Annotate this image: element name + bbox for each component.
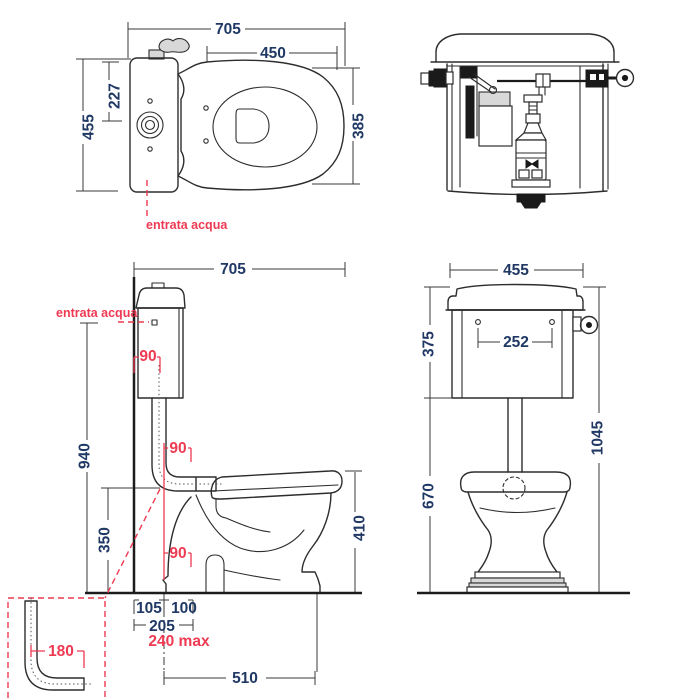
dim-plan-seat-width: 450 [260,45,286,62]
dim-side-outlet-pipe: 100 [171,600,197,617]
dim-front-cistern-width: 455 [503,262,529,279]
dim-front-bowl-height: 670 [420,483,438,509]
flush-lever-handle [159,39,189,53]
pedestal-band [471,578,564,583]
side-lever-assembly [586,70,634,88]
flush-pipe-side [152,365,222,491]
inlet-nut [421,73,429,84]
water-inlet-hole [152,320,157,325]
dim-side-pipe-offset-bottom: 90 [169,545,187,562]
dim-side-bowl-front: 510 [232,670,258,687]
float-cup [479,92,510,106]
pedestal-step [475,572,560,578]
dim-plan-seat-depth: 385 [350,113,368,139]
flush-outlet [517,194,545,202]
plan-water-inlet-note: entrata acqua [146,218,228,232]
dim-side-outlet-wall: 105 [136,600,162,617]
dim-detail-bend: 180 [48,643,74,660]
fill-valve-assembly [421,67,512,146]
front-flush-pipe [508,398,522,472]
dim-front-holes-distance: 252 [503,334,529,351]
pipe-bend-detail [8,489,160,700]
side-water-inlet-note: entrata acqua [56,306,138,320]
dim-side-pipe-offset-top: 90 [139,348,157,365]
seat-hinge-hole [204,106,208,110]
side-bowl [163,471,342,592]
side-elevation-view [56,261,368,687]
spud-hole [503,477,525,499]
plan-view [76,21,367,232]
dim-front-total-height: 1045 [589,420,607,456]
plan-fixing-hole [148,147,152,151]
cistern-lid-tab [152,283,164,288]
dim-side-outlet-total: 205 [149,618,175,635]
front-elevation-view [417,262,630,593]
dim-side-bend-height: 350 [96,527,114,553]
side-dimension-lines [80,262,362,685]
fill-valve-shaft [466,86,474,138]
plan-seat [178,60,344,190]
cistern-fixing-hole [476,320,481,325]
side-cistern [136,283,185,398]
lever-bracket [573,317,581,331]
plan-inlet-ring [137,112,163,138]
plan-seat-opening [213,87,317,167]
float-chamber [479,106,512,146]
dim-side-outlet-max: 240 max [148,633,210,650]
dim-side-bowl-height: 410 [351,515,369,541]
lever-mechanism [586,70,608,87]
seat-hinge-hole [204,139,208,143]
plan-fixing-hole [148,99,152,103]
dim-side-inlet-height: 940 [76,443,94,469]
dim-side-overall-width: 705 [220,261,246,278]
dim-side-pipe-offset-mid: 90 [169,440,187,457]
dim-front-cistern-height: 375 [420,331,438,357]
dim-plan-inlet-offset: 227 [106,83,124,109]
front-bowl [461,472,571,593]
cistern-fixing-hole [550,320,555,325]
dim-plan-overall-width: 705 [215,21,241,38]
dim-plan-overall-depth: 455 [80,114,98,140]
plan-flush-opening [236,109,269,143]
lever-pivot [461,67,477,78]
cistern-internals-view [421,34,634,208]
